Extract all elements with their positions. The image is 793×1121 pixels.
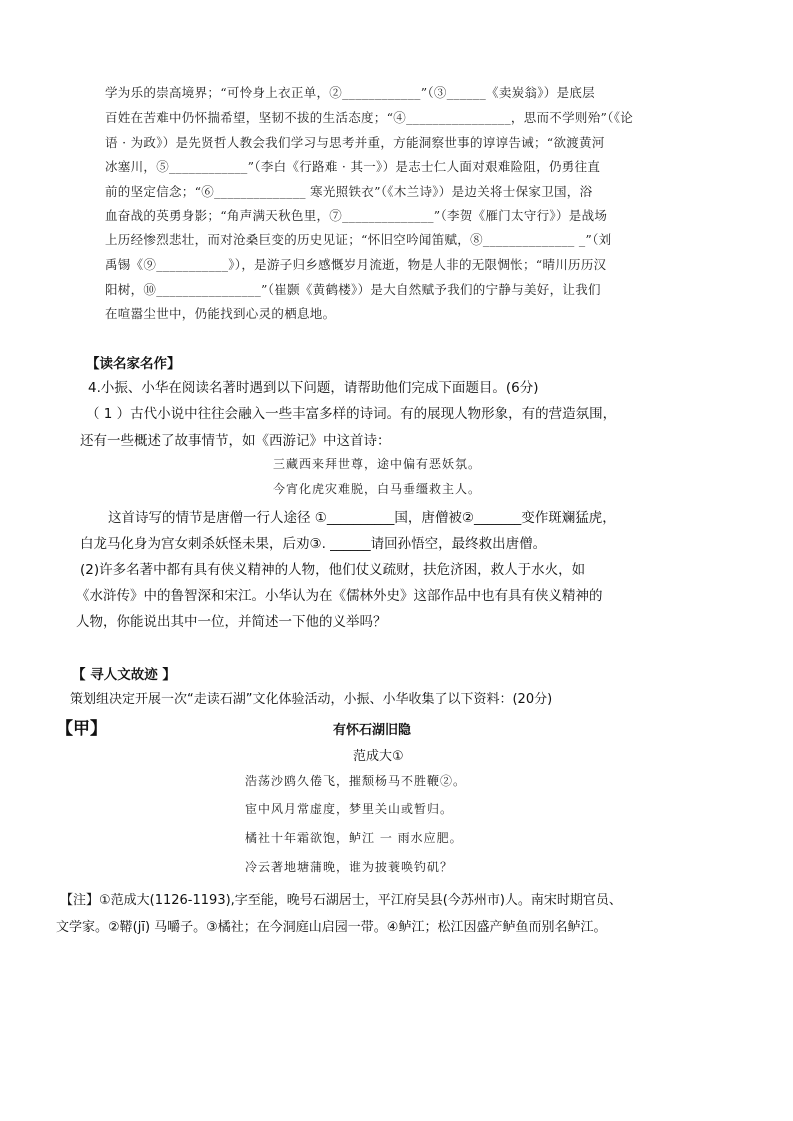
passage-line: 前的坚定信念；“⑥______________ 寒光照铁衣”（《木兰诗》）是边关将士保家卫国，浴 <box>105 184 593 199</box>
section-header: 【读名家名作】 <box>86 356 181 372</box>
question-stem: 4.小振、小华在阅读名著时遇到以下问题，请帮助他们完成下面题目。(6分) <box>88 380 539 396</box>
poem-line: 冷云著地塘蒲晚，谁为披蓑唤钓矶？ <box>245 860 454 874</box>
poem-line: 宦中风月常虚度，梦里关山或暂归。 <box>245 802 454 816</box>
subquestion-text: 白龙马化身为宫女刺杀妖怪未果，后劝③. ______请回孙悟空，最终救出唐僧。 <box>80 536 547 552</box>
passage-line: 阳树，⑩________________”（崔颢《黄鹤楼》）是大自然赋予我们的宁静与美好，让我们 <box>105 282 601 297</box>
poem-title: 有怀石湖旧隐 <box>333 723 412 738</box>
passage-line: 上历经惨烈悲壮，而对沧桑巨变的历史见证；“怀旧空吟闻笛赋，⑧______________ _”（刘 <box>105 232 612 247</box>
subquestion-text: 这首诗写的情节是唐僧一行人途径 ①__________国，唐僧被②_______变作斑斓猛虎， <box>108 510 616 526</box>
subquestion-text: 人物，你能说出其中一位，并简述一下他的义举吗？ <box>76 614 387 630</box>
annotation-note: 文学家。②鞯(jī) 马嚼子。③橘社；在今洞庭山启园一带。④鲈江；松江因盛产鲈鱼而别名鲈江。 <box>56 920 607 935</box>
passage-line: 冰塞川，⑤____________”（李白《行路难 · 其一》）是志士仁人面对艰难险阻，仍勇往直 <box>105 159 601 174</box>
poem-line: 浩荡沙鸥久倦飞，摧颓杨马不胜鞭②。 <box>245 774 467 788</box>
subquestion-text: 还有一些概述了故事情节，如《西游记》中这首诗： <box>80 433 391 449</box>
subquestion-text: (2)许多名著中都有具有侠义精神的人物，他们仗义疏财，扶危济困，救人于水火，如 <box>80 562 586 578</box>
poem-line: 橘社十年霜欲饱，鲈江 一 雨水应肥。 <box>245 831 463 845</box>
section-intro: 策划组决定开展一次“走读石湖”文化体验活动，小振、小华收集了以下资料：(20分) <box>70 692 553 707</box>
passage-line: 血奋战的英勇身影；“角声满天秋色里，⑦______________”（李贺《雁门太守行》）是战场 <box>105 208 608 223</box>
section-header: 【 寻人文故迹 】 <box>72 667 176 683</box>
passage-line: 在喧嚣尘世中，仍能找到心灵的栖息地。 <box>105 306 336 321</box>
passage-line: 语 · 为政》）是先贤哲人教会我们学习与思考并重，方能洞察世事的谆谆告诫；“欲渡黄河 <box>105 135 605 150</box>
annotation-note: 【注】①范成大(1126-1193),字至能，晚号石湖居士，平江府吴县(今苏州市)人。南宋时期官员、 <box>60 893 622 908</box>
poem-author: 范成大① <box>353 749 404 764</box>
subquestion-text: （ 1 ）古代小说中往往会融入一些丰富多样的诗词。有的展现人物形象，有的营造氛围， <box>86 406 617 422</box>
passage-line: 百姓在苦难中仍怀揣希望，坚韧不拔的生活态度；“④________________，思而不学则殆”（《论 <box>105 110 634 125</box>
poem-line: 今宵化虎灾难脱，白马垂缰救主人。 <box>273 482 482 496</box>
poem-line: 三藏西来拜世尊，途中偏有恶妖氛。 <box>273 457 482 471</box>
passage-line: 禹锡《⑨___________》），是游子归乡感慨岁月流逝，物是人非的无限惆怅；“晴川历历汉 <box>105 257 607 272</box>
passage-line: 学为乐的崇高境界；“可怜身上衣正单，②____________”（③______《卖炭翁》）是底层 <box>105 85 595 100</box>
subquestion-text: 《水浒传》中的鲁智深和宋江。小华认为在《儒林外史》这部作品中也有具有侠义精神的 <box>76 588 603 604</box>
material-label: 【甲】 <box>56 719 107 739</box>
